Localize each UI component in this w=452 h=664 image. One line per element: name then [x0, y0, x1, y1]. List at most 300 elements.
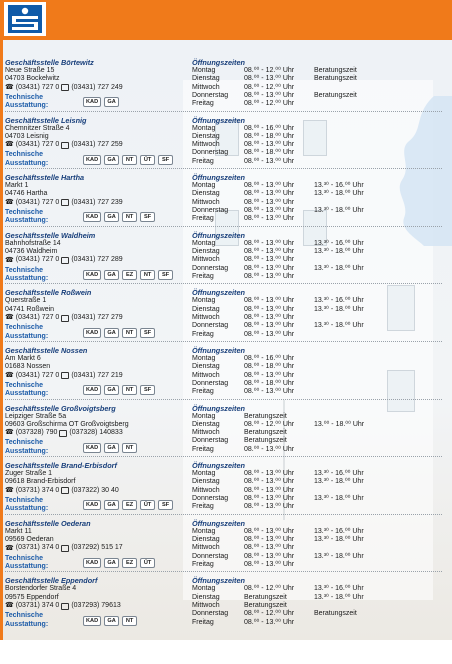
- branch-contact: [5, 372, 187, 380]
- opening-hours: [192, 231, 445, 281]
- hours-day: Freitag: [192, 100, 214, 108]
- phone-icon: ☎: [5, 429, 14, 437]
- hours-day: Dienstag: [192, 190, 220, 198]
- hours-row: [192, 478, 445, 486]
- branch-address: [5, 58, 187, 110]
- hours-day: Donnerstag: [192, 207, 229, 215]
- equipment-badge: NT: [140, 270, 155, 280]
- hours-day: Montag: [192, 470, 216, 478]
- technical-equipment: [5, 267, 187, 284]
- hours-day: Mittwoch: [192, 313, 220, 321]
- hours-time-morning: 08.⁰⁰ - 16.⁰⁰ Uhr: [244, 124, 295, 132]
- opening-hours-heading: Öffnungszeiten: [192, 288, 245, 298]
- hours-time-morning: Beratungszeit: [244, 593, 287, 601]
- opening-hours: [192, 576, 445, 626]
- fax-icon: [61, 372, 69, 379]
- equipment-badge: GA: [104, 558, 119, 568]
- branch-phone: (03731) 374 0: [15, 544, 60, 552]
- hours-time-afternoon: 13.³⁰ - 18.⁰⁰ Uhr: [314, 536, 364, 544]
- equipment-badge: KAD: [83, 212, 101, 222]
- technical-equipment: [5, 151, 187, 168]
- hours-day: Donnerstag: [192, 264, 229, 272]
- equipment-badge: SF: [158, 500, 173, 510]
- hours-time-morning: 08.⁰⁰ - 13.⁰⁰ Uhr: [244, 297, 295, 305]
- hours-day: Montag: [192, 67, 216, 74]
- equipment-badges: [83, 385, 155, 395]
- equipment-badge: SF: [158, 270, 173, 280]
- equipment-badge: ÜT: [140, 155, 155, 165]
- hours-time-morning: 08.⁰⁰ - 18.⁰⁰ Uhr: [244, 363, 295, 371]
- phone-icon: ☎: [5, 371, 14, 379]
- technical-equipment-label: Technische Ausstattung:: [5, 209, 49, 225]
- hours-day: Dienstag: [192, 75, 220, 83]
- hours-row: [192, 388, 445, 396]
- hours-row: [192, 100, 445, 108]
- equipment-badges: [83, 443, 137, 453]
- technical-equipment: [5, 497, 187, 514]
- branch-contact: [5, 314, 187, 322]
- hours-day: Dienstag: [192, 248, 220, 256]
- hours-time-morning: 08.⁰⁰ - 13.⁰⁰ Uhr: [244, 560, 295, 568]
- hours-time-afternoon: 13.³⁰ - 16.⁰⁰ Uhr: [314, 527, 364, 535]
- hours-time-afternoon: 13.³⁰ - 16.⁰⁰ Uhr: [314, 585, 364, 593]
- hours-day: Mittwoch: [192, 256, 220, 264]
- hours-day: Montag: [192, 124, 216, 132]
- branch-city: 09575 Eppendorf: [5, 593, 59, 601]
- branch-phone: (03431) 727 0: [15, 313, 60, 321]
- hours-day: Mittwoch: [192, 429, 220, 437]
- technical-equipment: [5, 555, 187, 572]
- equipment-badge: NT: [122, 212, 137, 222]
- hours-row: [192, 273, 445, 281]
- hours-time-afternoon: 13.³⁰ - 18.⁰⁰ Uhr: [314, 190, 364, 198]
- hours-row: [192, 190, 445, 198]
- phone-icon: ☎: [5, 544, 14, 552]
- branch-contact: [5, 256, 187, 264]
- hours-day: Dienstag: [192, 132, 220, 140]
- hours-row: [192, 495, 445, 503]
- hours-row: [192, 240, 445, 248]
- hours-day: Mittwoch: [192, 83, 220, 91]
- hours-time-morning: 08.⁰⁰ - 13.⁰⁰ Uhr: [244, 478, 295, 486]
- branch-street: Chemnitzer Straße 4: [5, 124, 70, 132]
- hours-time-morning: 08.⁰⁰ - 13.⁰⁰ Uhr: [244, 313, 295, 321]
- hours-day: Mittwoch: [192, 141, 220, 149]
- branch-city: 09603 Großschirma OT Großvoigtsberg: [5, 420, 129, 428]
- opening-hours-heading: Öffnungszeiten: [192, 518, 245, 528]
- equipment-badge: GA: [104, 155, 119, 165]
- hours-time-afternoon: 13.³⁰ - 18.⁰⁰ Uhr: [314, 552, 364, 560]
- branch-name: Geschäftsstelle Hartha: [5, 173, 85, 183]
- hours-row: [192, 158, 445, 166]
- hours-day: Mittwoch: [192, 371, 220, 379]
- hours-day: Donnerstag: [192, 379, 229, 387]
- branch-city: 04741 Roßwein: [5, 305, 55, 313]
- hours-time-morning: 08.⁰⁰ - 13.⁰⁰ Uhr: [244, 248, 295, 256]
- hours-row: [192, 553, 445, 561]
- branch-street: Zuger Straße 1: [5, 470, 53, 478]
- hours-time-morning: 08.⁰⁰ - 12.⁰⁰ Uhr: [244, 585, 295, 593]
- branch-block: [5, 576, 445, 664]
- hours-time-morning: 08.⁰⁰ - 18.⁰⁰ Uhr: [244, 132, 295, 140]
- hours-time-afternoon: 13.³⁰ - 18.⁰⁰ Uhr: [314, 322, 364, 330]
- hours-row: [192, 256, 445, 264]
- technical-equipment-label: Technische Ausstattung:: [5, 324, 49, 340]
- opening-hours-heading: Öffnungszeiten: [192, 346, 245, 355]
- equipment-badge: GA: [104, 385, 119, 395]
- branch-name: Geschäftsstelle Waldheim: [5, 230, 96, 240]
- branch-address: [5, 288, 187, 340]
- hours-day: Mittwoch: [192, 544, 220, 552]
- equipment-badge: SF: [140, 212, 155, 222]
- hours-row: [192, 207, 445, 215]
- hours-day: Montag: [192, 355, 216, 362]
- branch-contact: [5, 141, 187, 149]
- equipment-badge: KAD: [83, 270, 101, 280]
- branch-phone: (03731) 374 0: [15, 601, 60, 609]
- hours-time-morning: 08.⁰⁰ - 12.⁰⁰ Uhr: [244, 100, 295, 108]
- hours-day: Freitag: [192, 330, 214, 338]
- hours-time-afternoon: 13.³⁰ - 18.⁰⁰ Uhr: [314, 264, 364, 272]
- hours-row: [192, 503, 445, 511]
- equipment-badge: ÜT: [140, 500, 155, 510]
- branch-address: [5, 346, 187, 398]
- hours-time-morning: 08.⁰⁰ - 12.⁰⁰ Uhr: [244, 420, 295, 428]
- branch-contact: [5, 84, 187, 92]
- hours-row: [192, 380, 445, 388]
- hours-time-morning: 08.⁰⁰ - 13.⁰⁰ Uhr: [244, 157, 295, 165]
- branch-fax: (03431) 727 249: [71, 83, 123, 91]
- branch-city: 04746 Hartha: [5, 190, 48, 198]
- hours-time-morning: 08.⁰⁰ - 12.⁰⁰ Uhr: [244, 83, 295, 91]
- hours-row: [192, 610, 445, 618]
- hours-day: Montag: [192, 239, 216, 247]
- opening-hours-heading: Öffnungszeiten: [192, 173, 245, 183]
- equipment-badge: KAD: [83, 328, 101, 338]
- hours-time-afternoon: 13.³⁰ - 16.⁰⁰ Uhr: [314, 239, 364, 247]
- equipment-badge: NT: [122, 616, 137, 626]
- branch-city: 09569 Oederan: [5, 536, 54, 544]
- hours-day: Freitag: [192, 503, 214, 511]
- hours-day: Freitag: [192, 560, 214, 568]
- branch-street: Markt 11: [5, 527, 32, 535]
- hours-row: [192, 372, 445, 380]
- branch-city: 04703 Leisnig: [5, 132, 49, 140]
- hours-day: Montag: [192, 182, 216, 190]
- hours-day: Mittwoch: [192, 601, 220, 609]
- branch-name: Geschäftsstelle Leisnig: [5, 115, 87, 125]
- technical-equipment-label: Technische Ausstattung:: [5, 151, 49, 167]
- hours-time-afternoon: Beratungszeit: [314, 91, 357, 99]
- equipment-badge: GA: [104, 212, 119, 222]
- hours-time-morning: Beratungszeit: [244, 437, 287, 445]
- branch-name: Geschäftsstelle Eppendorf: [5, 576, 98, 586]
- hours-time-morning: Beratungszeit: [244, 412, 287, 420]
- equipment-badge: GA: [104, 328, 119, 338]
- hours-row: [192, 306, 445, 314]
- hours-time-morning: 08.⁰⁰ - 13.⁰⁰ Uhr: [244, 330, 295, 338]
- hours-row: [192, 429, 445, 437]
- technical-equipment: [5, 382, 187, 399]
- equipment-badge: KAD: [83, 385, 101, 395]
- hours-row: [192, 585, 445, 593]
- hours-day: Montag: [192, 527, 216, 535]
- hours-time-morning: 08.⁰⁰ - 13.⁰⁰ Uhr: [244, 207, 295, 215]
- fax-icon: [61, 199, 69, 206]
- branch-address: [5, 404, 187, 456]
- branch-phone: (03431) 727 0: [15, 371, 60, 379]
- branch-phone: (03731) 374 0: [15, 486, 60, 494]
- branch-address: [5, 116, 187, 168]
- hours-day: Mittwoch: [192, 198, 220, 206]
- hours-row: [192, 331, 445, 339]
- hours-time-morning: 08.⁰⁰ - 13.⁰⁰ Uhr: [244, 75, 295, 83]
- branch-street: Neue Straße 15: [5, 67, 55, 74]
- branch-street: Bahnhofstraße 14: [5, 239, 61, 247]
- branch-fax: (037293) 79613: [71, 601, 121, 609]
- hours-time-morning: 08.⁰⁰ - 13.⁰⁰ Uhr: [244, 470, 295, 478]
- hours-day: Dienstag: [192, 593, 220, 601]
- opening-hours: [192, 519, 445, 569]
- fax-icon: [59, 430, 67, 437]
- technical-equipment-label: Technische Ausstattung:: [5, 266, 49, 282]
- branch-phone: (037328) 790: [15, 429, 58, 437]
- branch-street: Borstendorfer Straße 4: [5, 585, 77, 593]
- fax-icon: [61, 545, 69, 552]
- branch-city: 04736 Waldheim: [5, 248, 58, 256]
- opening-hours: [192, 346, 445, 396]
- hours-row: [192, 536, 445, 544]
- branch-street: Markt 1: [5, 182, 29, 190]
- hours-row: [192, 437, 445, 445]
- opening-hours-heading: Öffnungszeiten: [192, 230, 245, 240]
- hours-time-morning: 08.⁰⁰ - 13.⁰⁰ Uhr: [244, 305, 295, 313]
- hours-day: Freitag: [192, 272, 214, 280]
- branch-divider: [5, 168, 442, 169]
- hours-time-morning: 08.⁰⁰ - 18.⁰⁰ Uhr: [244, 149, 295, 157]
- hours-row: [192, 363, 445, 371]
- fax-icon: [61, 315, 69, 322]
- opening-hours: [192, 116, 445, 166]
- branch-street: Leipziger Straße 5a: [5, 412, 67, 420]
- hours-day: Dienstag: [192, 363, 220, 371]
- hours-time-morning: 08.⁰⁰ - 13.⁰⁰ Uhr: [244, 91, 295, 99]
- branch-divider: [5, 226, 442, 227]
- branch-address: [5, 519, 187, 571]
- hours-time-afternoon: Beratungszeit: [314, 610, 357, 618]
- equipment-badges: [83, 500, 173, 510]
- hours-time-morning: 08.⁰⁰ - 12.⁰⁰ Uhr: [244, 67, 295, 74]
- technical-equipment: [5, 324, 187, 341]
- technical-equipment-label: Technische Ausstattung:: [5, 497, 49, 513]
- opening-hours-heading: Öffnungszeiten: [192, 403, 245, 413]
- opening-hours: [192, 461, 445, 511]
- sparkasse-logo: [4, 2, 46, 36]
- hours-row: [192, 487, 445, 495]
- equipment-badge: ÜT: [140, 558, 155, 568]
- hours-row: [192, 265, 445, 273]
- branch-fax: (03431) 727 219: [71, 371, 123, 379]
- hours-time-afternoon: 13.⁰⁰ - 18.⁰⁰ Uhr: [314, 420, 365, 428]
- hours-row: [192, 561, 445, 569]
- hours-day: Dienstag: [192, 478, 220, 486]
- hours-row: [192, 149, 445, 157]
- phone-icon: ☎: [5, 83, 14, 91]
- branch-name: Geschäftsstelle Nossen: [5, 346, 88, 355]
- branch-contact: [5, 602, 187, 610]
- hours-row: [192, 297, 445, 305]
- hours-time-morning: 08.⁰⁰ - 13.⁰⁰ Uhr: [244, 215, 295, 223]
- hours-time-afternoon: Beratungszeit: [314, 67, 357, 74]
- branch-fax: (037292) 515 17: [71, 544, 123, 552]
- hours-time-afternoon: 13.³⁰ - 16.⁰⁰ Uhr: [314, 297, 364, 305]
- equipment-badge: KAD: [83, 616, 101, 626]
- hours-row: [192, 215, 445, 223]
- branch-contact: [5, 199, 187, 207]
- hours-time-morning: Beratungszeit: [244, 429, 287, 437]
- hours-day: Dienstag: [192, 536, 220, 544]
- technical-equipment-label: Technische Ausstattung:: [5, 612, 49, 628]
- equipment-badge: SF: [158, 155, 173, 165]
- branch-address: [5, 576, 187, 628]
- equipment-badge: EZ: [122, 270, 137, 280]
- branch-name: Geschäftsstelle Roßwein: [5, 288, 92, 298]
- branch-fax: (037322) 30 40: [71, 486, 119, 494]
- branch-divider: [5, 341, 442, 342]
- branch-divider: [5, 111, 442, 112]
- hours-time-morning: 08.⁰⁰ - 13.⁰⁰ Uhr: [244, 486, 295, 494]
- hours-time-morning: 08.⁰⁰ - 13.⁰⁰ Uhr: [244, 618, 295, 626]
- hours-time-morning: 08.⁰⁰ - 13.⁰⁰ Uhr: [244, 371, 295, 379]
- equipment-badge: GA: [104, 616, 119, 626]
- opening-hours-heading: Öffnungszeiten: [192, 58, 245, 67]
- hours-day: Dienstag: [192, 305, 220, 313]
- hours-row: [192, 446, 445, 454]
- hours-time-morning: 08.⁰⁰ - 13.⁰⁰ Uhr: [244, 536, 295, 544]
- hours-row: [192, 355, 445, 363]
- equipment-badge: NT: [122, 385, 137, 395]
- hours-row: [192, 199, 445, 207]
- hours-row: [192, 421, 445, 429]
- hours-day: Donnerstag: [192, 552, 229, 560]
- equipment-badge: KAD: [83, 558, 101, 568]
- hours-time-morning: 08.⁰⁰ - 13.⁰⁰ Uhr: [244, 182, 295, 190]
- equipment-badges: [83, 270, 173, 280]
- hours-day: Montag: [192, 412, 216, 420]
- branch-divider: [5, 399, 442, 400]
- opening-hours: [192, 288, 445, 338]
- fax-icon: [61, 84, 69, 91]
- hours-time-morning: 08.⁰⁰ - 13.⁰⁰ Uhr: [244, 445, 295, 453]
- equipment-badge: GA: [104, 270, 119, 280]
- hours-time-morning: 08.⁰⁰ - 13.⁰⁰ Uhr: [244, 388, 295, 396]
- hours-day: Freitag: [192, 157, 214, 165]
- hours-day: Montag: [192, 297, 216, 305]
- hours-row: [192, 92, 445, 100]
- hours-row: [192, 125, 445, 133]
- technical-equipment: [5, 439, 187, 456]
- branch-contact: [5, 544, 187, 552]
- branch-street: Am Markt 6: [5, 355, 41, 362]
- opening-hours-heading: Öffnungszeiten: [192, 115, 245, 125]
- equipment-badges: [83, 558, 155, 568]
- phone-icon: ☎: [5, 256, 14, 264]
- branch-fax: (03431) 727 259: [71, 141, 123, 149]
- hours-row: [192, 84, 445, 92]
- branch-name: Geschäftsstelle Börtewitz: [5, 58, 94, 67]
- equipment-badge: NT: [122, 443, 137, 453]
- phone-icon: ☎: [5, 602, 14, 610]
- hours-row: [192, 544, 445, 552]
- equipment-badges: [83, 155, 173, 165]
- fax-icon: [61, 142, 69, 149]
- equipment-badge: EZ: [122, 500, 137, 510]
- equipment-badge: SF: [140, 328, 155, 338]
- hours-day: Montag: [192, 585, 216, 593]
- opening-hours-heading: Öffnungszeiten: [192, 576, 245, 586]
- sparkasse-s-logo-icon: [4, 2, 46, 36]
- fax-icon: [61, 487, 69, 494]
- hours-day: Freitag: [192, 388, 214, 396]
- opening-hours: [192, 58, 445, 108]
- branch-phone: (03431) 727 0: [15, 83, 60, 91]
- technical-equipment: [5, 94, 187, 111]
- branch-address: [5, 173, 187, 225]
- hours-time-afternoon: 13.³⁰ - 18.⁰⁰ Uhr: [314, 593, 364, 601]
- opening-hours-heading: Öffnungszeiten: [192, 461, 245, 471]
- technical-equipment: [5, 209, 187, 226]
- equipment-badge: NT: [122, 328, 137, 338]
- hours-time-morning: 08.⁰⁰ - 13.⁰⁰ Uhr: [244, 239, 295, 247]
- phone-icon: ☎: [5, 141, 14, 149]
- equipment-badges: [83, 212, 155, 222]
- equipment-badge: KAD: [83, 443, 101, 453]
- equipment-badges: [83, 97, 119, 107]
- branch-fax: (037328) 140833: [69, 429, 123, 437]
- branch-address: [5, 461, 187, 513]
- branch-city: 01683 Nossen: [5, 363, 51, 371]
- hours-time-morning: 08.⁰⁰ - 13.⁰⁰ Uhr: [244, 272, 295, 280]
- hours-time-morning: Beratungszeit: [244, 601, 287, 609]
- phone-icon: ☎: [5, 314, 14, 322]
- hours-row: [192, 619, 445, 627]
- equipment-badge: SF: [140, 385, 155, 395]
- hours-time-morning: 08.⁰⁰ - 13.⁰⁰ Uhr: [244, 256, 295, 264]
- hours-time-afternoon: 13.³⁰ - 18.⁰⁰ Uhr: [314, 495, 364, 503]
- hours-time-morning: 08.⁰⁰ - 13.⁰⁰ Uhr: [244, 198, 295, 206]
- branch-name: Geschäftsstelle Brand-Erbisdorf: [5, 461, 117, 471]
- hours-time-afternoon: 13.³⁰ - 16.⁰⁰ Uhr: [314, 470, 364, 478]
- fax-icon: [61, 257, 69, 264]
- branch-divider: [5, 514, 442, 515]
- hours-time-morning: 08.⁰⁰ - 16.⁰⁰ Uhr: [244, 355, 295, 362]
- hours-row: [192, 413, 445, 421]
- branch-divider: [5, 456, 442, 457]
- opening-hours: [192, 404, 445, 454]
- phone-icon: ☎: [5, 486, 14, 494]
- hours-time-morning: 08.⁰⁰ - 13.⁰⁰ Uhr: [244, 322, 295, 330]
- branch-contact: [5, 429, 187, 437]
- hours-day: Donnerstag: [192, 91, 229, 99]
- hours-time-morning: 08.⁰⁰ - 13.⁰⁰ Uhr: [244, 264, 295, 272]
- branch-contact: [5, 487, 187, 495]
- hours-day: Dienstag: [192, 420, 220, 428]
- opening-hours: [192, 173, 445, 223]
- hours-day: Mittwoch: [192, 486, 220, 494]
- hours-day: Donnerstag: [192, 610, 229, 618]
- hours-time-morning: 08.⁰⁰ - 13.⁰⁰ Uhr: [244, 527, 295, 535]
- hours-time-morning: 08.⁰⁰ - 13.⁰⁰ Uhr: [244, 141, 295, 149]
